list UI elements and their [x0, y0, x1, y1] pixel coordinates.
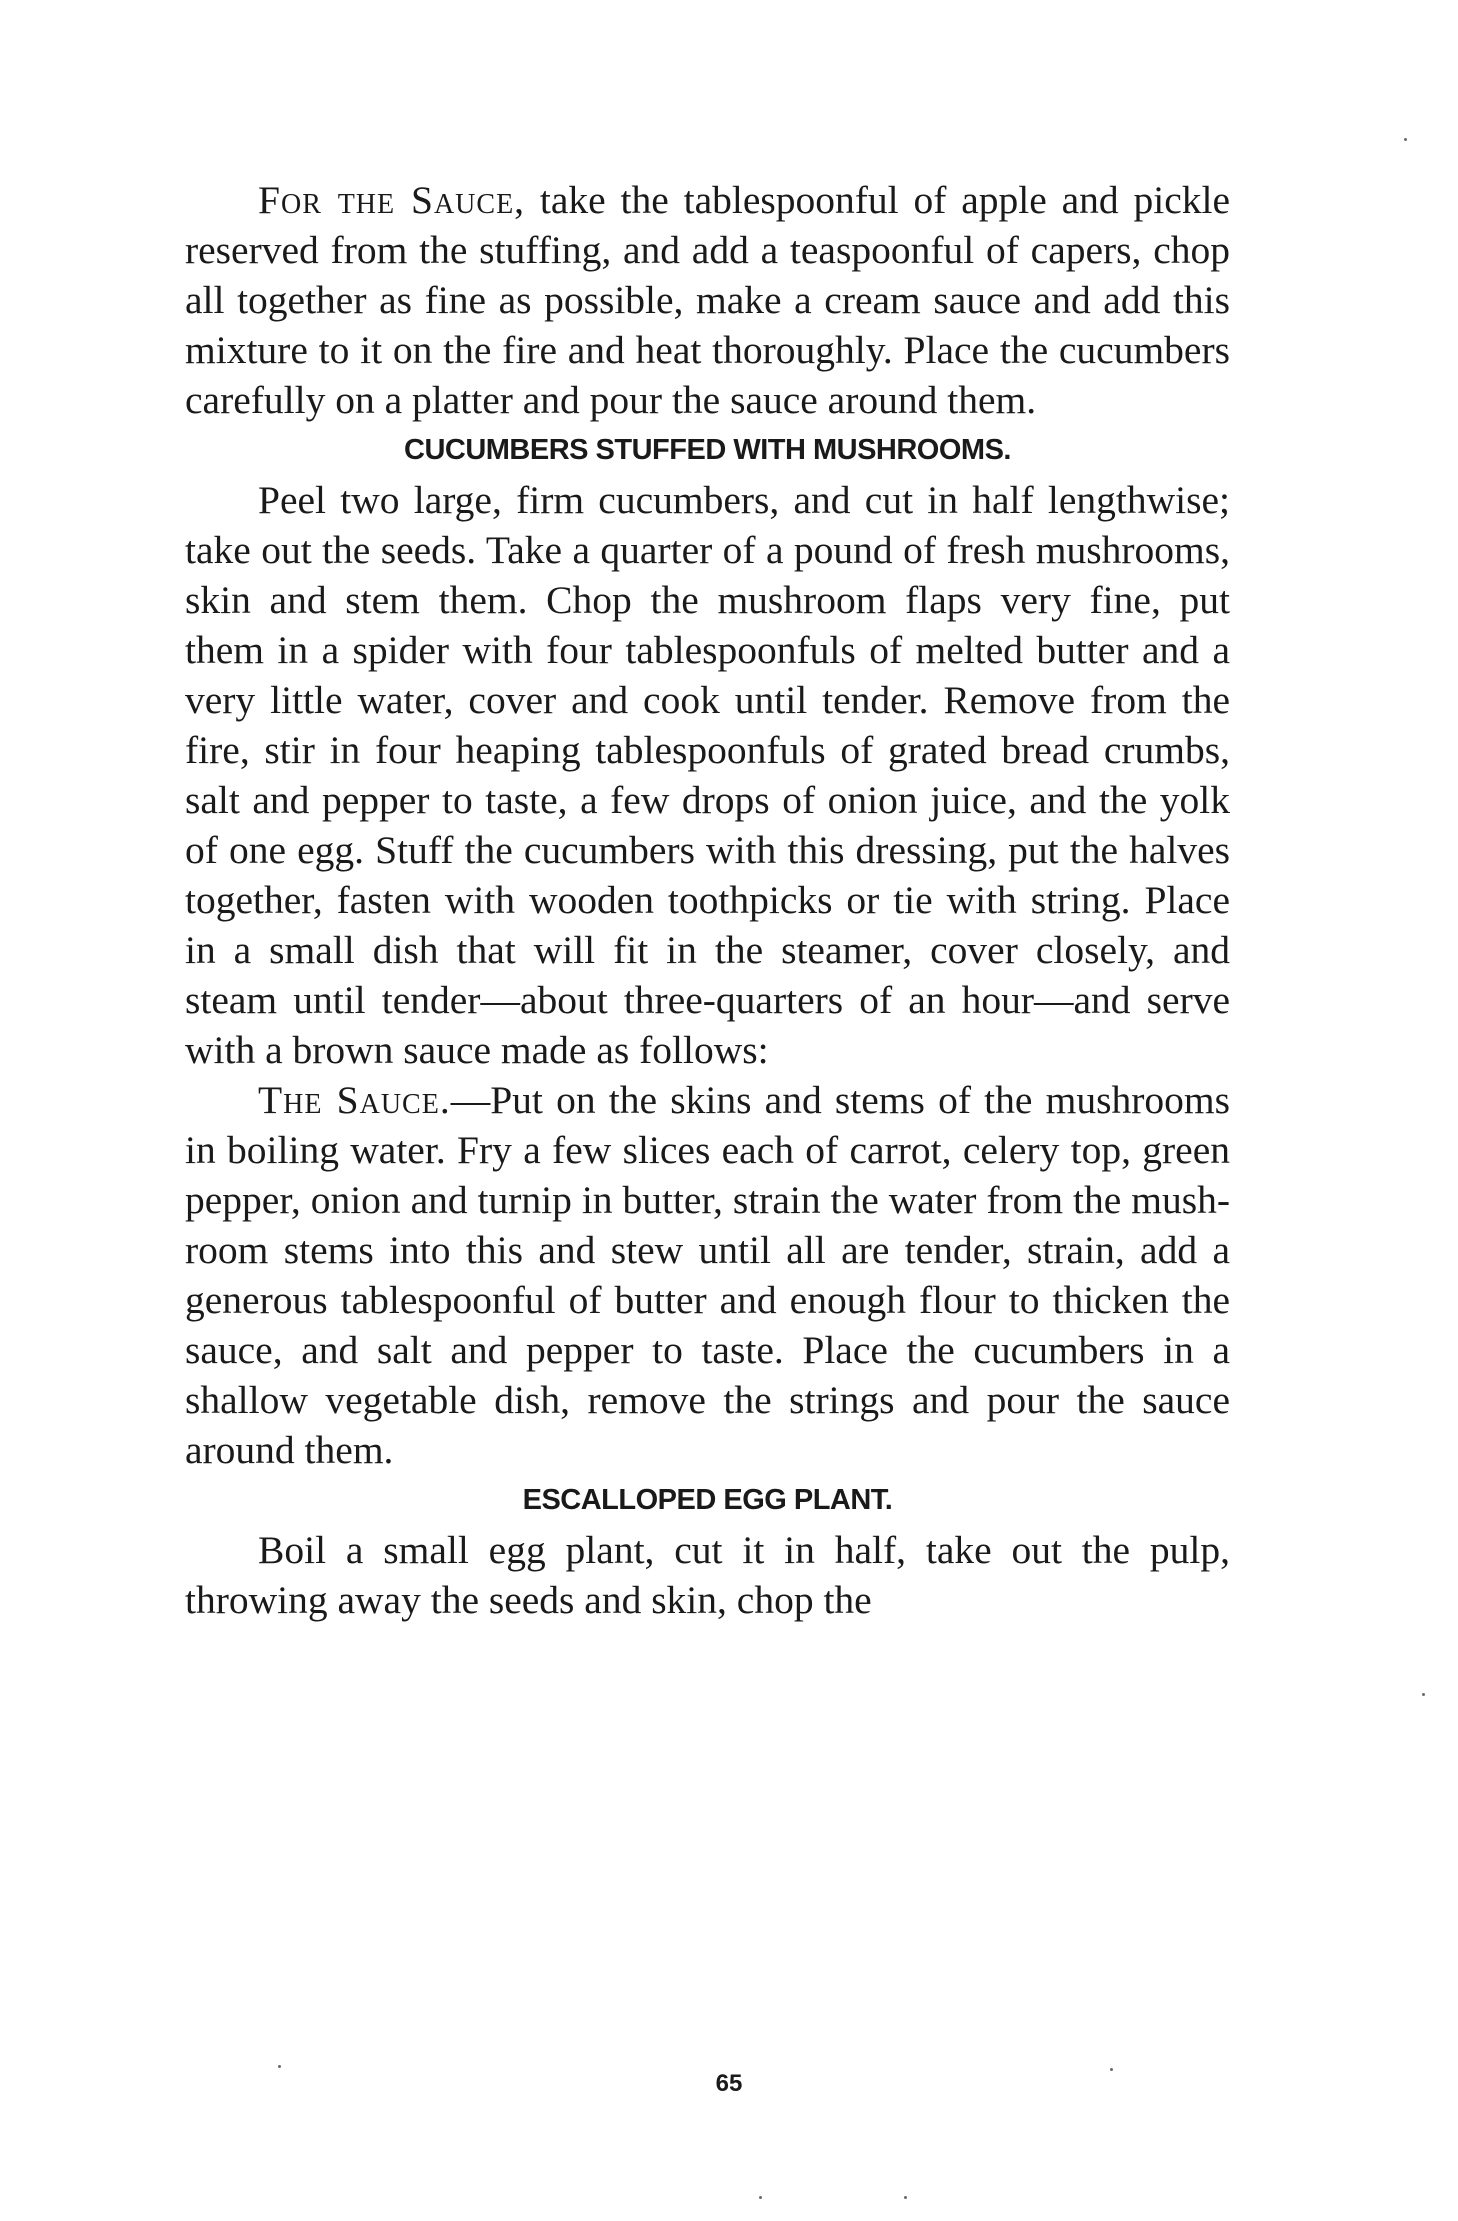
paragraph-the-sauce — [185, 1075, 1230, 1475]
scan-speck — [1422, 1693, 1425, 1696]
recipe-heading-escalloped-egg-plant: ESCALLOPED EGG PLANT. — [522, 1484, 893, 1516]
paragraph-lead-for-the-sauce: For the Sauce, — [258, 178, 526, 222]
paragraph-egg-plant-recipe: Boil a small egg plant, cut it in half, take out the pulp, throwing away the seeds and skin, chop the — [185, 1528, 1230, 1622]
recipe-heading-cucumbers-stuffed: CUCUMBERS STUFFED WITH MUSHROOMS. — [404, 434, 1011, 466]
paragraph-body: —Put on the skins and stems of the mushrooms in boiling water. Fry a few slices each of carrot, celery top, green pepper, onion and turnip in butter, strain the water from the mushroom stems into this and stew until all are tender, strain, add a generous tablespoonful of butter and enough flour to thicken the sauce, and salt and pepper to taste. Place the cucumbers in a shallow vegetable dish, remove the strings and pour the sauce around them. — [185, 1078, 1230, 1472]
paragraph-lead-the-sauce: The Sauce. — [258, 1078, 451, 1122]
scan-speck — [759, 2196, 762, 2199]
page-text-block — [185, 175, 1230, 1625]
page-number: 65 — [715, 2070, 743, 2097]
paragraph-cucumbers-stuffed-recipe: Peel two large, firm cucumbers, and cut in half lengthwise; take out the seeds. Take a quarter of a pound of fresh mushrooms, skin and stem them. Chop the mushroom flaps very fine, put them in a spider with four tablespoonfuls of melted butter and a very little water, cover and cook until tender. Remove from the fire, stir in four heaping tablespoonfuls of grated bread crumbs, salt and pepper to taste, a few drops of onion juice, and the yolk of one egg. Stuff the cucumbers with this dressing, put the halves together, fasten with wooden toothpicks or tie with string. Place in a small dish that will fit in the steamer, cover closely, and steam until tender—about three-quarters of an hour—and serve with a brown sauce made as follows: — [185, 478, 1230, 1072]
paragraph-body: take the tablespoonful of apple and pickle reserved from the stuffing, and add a teaspoonful of capers, chop all together as fine as possible, make a cream sauce and add this mixture to it on the fire and heat thoroughly. Place the cucumbers carefully on a platter and pour the sauce around them. — [185, 178, 1230, 422]
scan-speck — [1404, 138, 1407, 141]
scan-speck — [904, 2196, 907, 2199]
paragraph-sauce-instructions — [185, 175, 1230, 425]
scan-speck — [278, 2065, 281, 2068]
scan-speck — [1110, 2068, 1113, 2071]
